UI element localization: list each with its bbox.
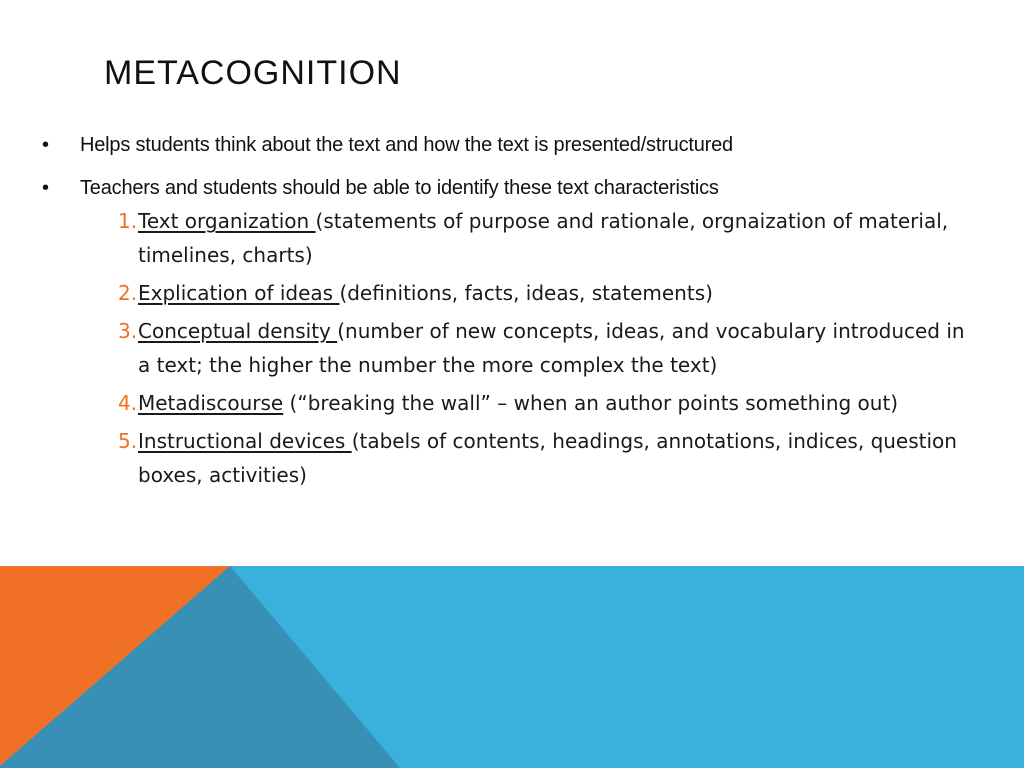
slide-title: METACOGNITION	[104, 54, 402, 92]
list-item	[118, 386, 978, 420]
item-term: Instructional devices	[138, 429, 352, 453]
item-term: Explication of ideas	[138, 281, 340, 305]
bullet-item	[42, 173, 1002, 203]
item-description: (“breaking the wall” – when an author points something out)	[283, 391, 899, 415]
item-number: 5.	[118, 429, 138, 453]
bullet-dot: •	[42, 134, 49, 156]
list-item	[118, 276, 978, 310]
item-term: Text organization	[138, 209, 316, 233]
footer-shapes	[0, 566, 1024, 768]
bullet-list	[42, 130, 1002, 508]
item-number: 1.	[118, 209, 138, 233]
bullet-text: Teachers and students should be able to identify these text characteristics	[80, 177, 719, 199]
item-term: Metadiscourse	[138, 391, 284, 415]
bullet-dot: •	[42, 177, 49, 199]
bullet-item	[42, 130, 1002, 160]
decorative-footer-band	[0, 566, 1024, 768]
characteristics-list	[118, 204, 1002, 492]
item-term: Conceptual density	[138, 319, 338, 343]
item-description: (statements of purpose and rationale, orgnaization of material, timelines, charts)	[138, 209, 949, 267]
item-description: (tabels of contents, headings, annotations, indices, question boxes, activities)	[138, 429, 957, 487]
list-item	[118, 424, 978, 492]
item-number: 2.	[118, 281, 138, 305]
item-description: (definitions, facts, ideas, statements)	[339, 281, 713, 305]
list-item	[118, 204, 978, 272]
list-item	[118, 314, 978, 382]
item-description: (number of new concepts, ideas, and vocabulary introduced in a text; the higher the number the more complex the text)	[138, 319, 965, 377]
bullet-text: Helps students think about the text and how the text is presented/structured	[80, 134, 733, 156]
item-number: 4.	[118, 391, 138, 415]
item-number: 3.	[118, 319, 138, 343]
